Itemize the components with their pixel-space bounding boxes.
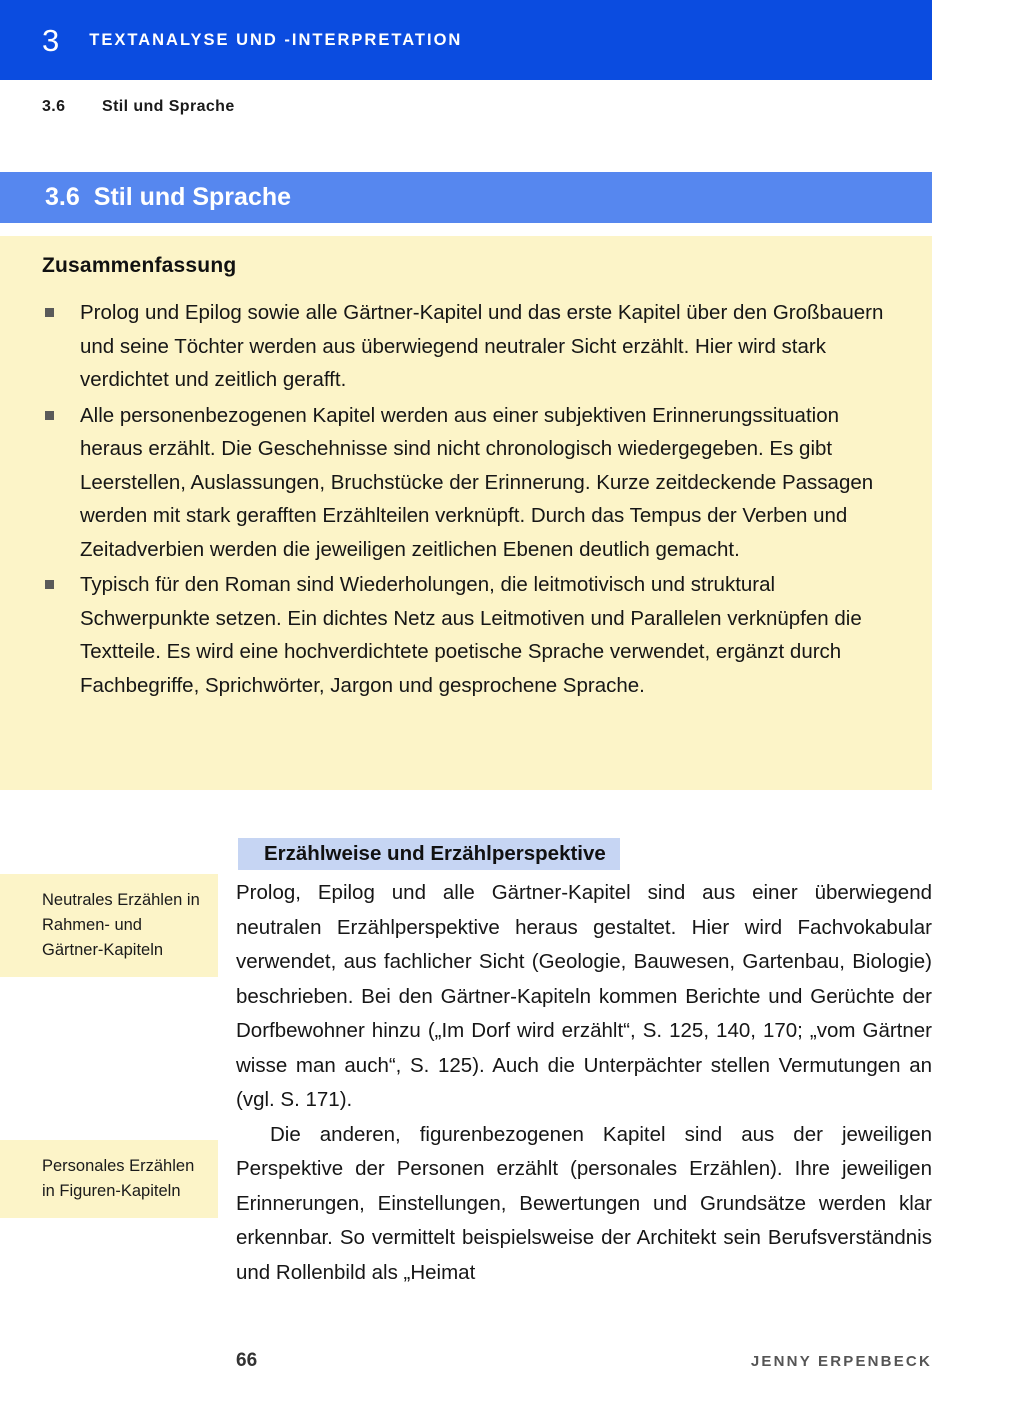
summary-bullet-text: Prolog und Epilog sowie alle Gärtner-Kapitel und das erste Kapitel über den Großbauern und seine Töchter werden aus überwiegend neutraler Sicht erzählt. Hier wird stark verdichtet und zeitlich gerafft. — [80, 301, 884, 391]
body-paragraph: Prolog, Epilog und alle Gärtner-Kapitel sind aus einer überwiegend neutralen Erzählperspektive heraus gestaltet. Hier wird Fachvokabular verwendet, aus fachlicher Sicht (Geologie, Bauwesen, Gartenbau, Biologie) beschrieben. Bei den Gärtner-Kapiteln kommen Berichte und Gerüchte der Dorfbewohner hinzu („Im Dorf wird erzählt“, S. 125, 140, 170; „vom Gärtner wisse man auch“, S. 125). Auch die Unterpächter stellen Vermutungen an (vgl. S. 171). — [236, 881, 932, 1111]
list-item — [42, 399, 894, 567]
subsection-heading-label: Erzählweise und Erzählperspektive — [264, 842, 606, 865]
running-head-banner — [0, 0, 932, 80]
body-paragraph: Die anderen, figurenbezogenen Kapitel sind aus der jeweiligen Perspektive der Personen erzählt (personales Erzählen). Ihre jeweiligen Erinnerungen, Einstellungen, Bewertungen und Grundsätze werden klar erkennbar. So vermittelt beispielsweise der Architekt sein Berufsverständnis und Rollenbild als „Heimat — [236, 1122, 932, 1284]
section-title-bar — [0, 172, 932, 223]
section-title: Stil und Sprache — [93, 183, 292, 211]
margin-note-personal-narration — [0, 1140, 218, 1218]
page-number: 66 — [236, 1350, 258, 1371]
running-subline — [42, 98, 235, 116]
chapter-number: 3 — [42, 22, 60, 58]
section-number: 3.6 — [45, 183, 80, 211]
running-subline-title: Stil und Sprache — [102, 98, 235, 115]
summary-box — [0, 236, 932, 790]
running-subline-number: 3.6 — [42, 98, 66, 115]
summary-bullet-list — [42, 296, 894, 702]
summary-bullet-text: Alle personenbezogenen Kapitel werden aus einer subjektiven Erinnerungssituation heraus erzählt. Die Geschehnisse sind nicht chronologisch wiedergegeben. Es gibt Leerstellen, Auslassungen, Bruchstücke der Erinnerung. Kurze zeitdeckende Passagen werden mit stark gerafften Erzählteilen verknüpft. Durch das Tempus der Verben und Zeitadverbien werden die jeweiligen zeitlichen Ebenen deutlich gemacht. — [80, 403, 874, 561]
summary-bullet-text: Typisch für den Roman sind Wiederholungen, die leitmotivisch und struktural Schwerpunkte setzen. Ein dichtes Netz aus Leitmotiven und Parallelen verknüpfen die Textteile. Es wird eine hochverdichtete poetische Sprache verwendet, ergänzt durch Fachbegriffe, Sprichwörter, Jargon und gesprochene Sprache. — [80, 573, 862, 697]
square-bullet-icon — [45, 308, 54, 317]
page-footer — [0, 1346, 932, 1376]
square-bullet-icon — [45, 580, 54, 589]
margin-note-text: Personales Erzählen in Figuren-Kapiteln — [42, 1157, 195, 1200]
summary-heading: Zusammenfassung — [42, 254, 237, 277]
footer-book-title: JENNY ERPENBECK — [750, 1352, 932, 1370]
margin-note-text: Neutrales Erzählen in Rahmen- und Gärtner-Kapiteln — [42, 891, 200, 959]
list-item — [42, 568, 894, 702]
body-text-column — [236, 876, 932, 1290]
margin-note-neutral-narration — [0, 874, 218, 977]
list-item — [42, 296, 894, 397]
chapter-title: TEXTANALYSE UND -INTERPRETATION — [89, 30, 463, 49]
subsection-heading — [238, 838, 620, 870]
square-bullet-icon — [45, 411, 54, 420]
